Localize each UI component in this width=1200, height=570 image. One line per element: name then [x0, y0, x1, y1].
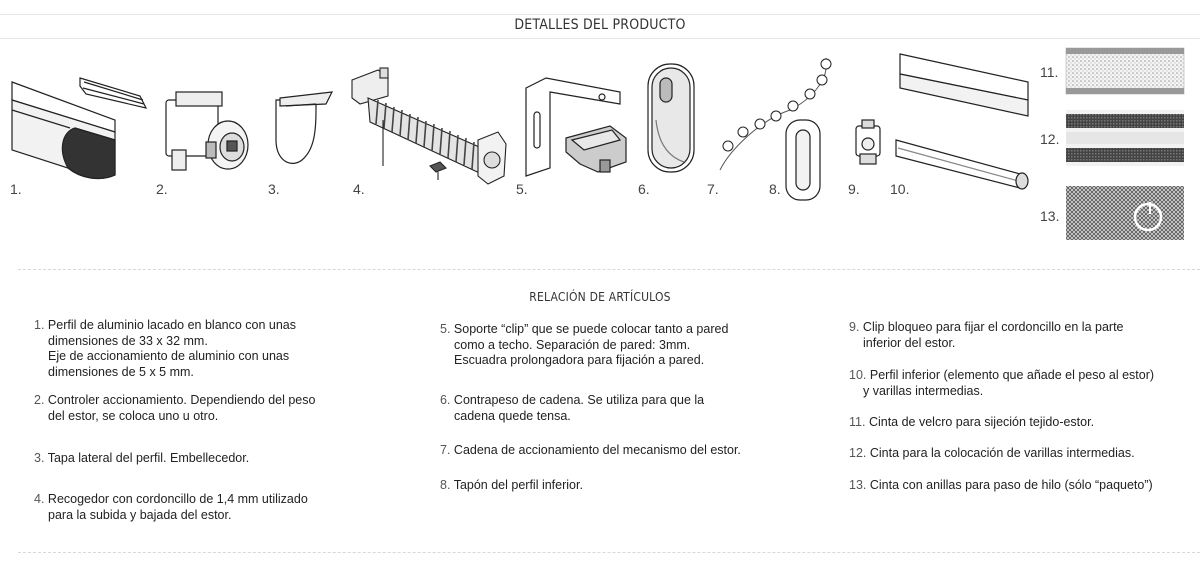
locking-clip-illustration: [856, 120, 880, 164]
illustration-label-7: 7.: [707, 181, 719, 197]
top-divider: [0, 14, 1200, 15]
swatch-label-12: 12.: [1040, 131, 1060, 147]
list-item: 5. Soporte “clip” que se puede colocar tanto a pared como a techo. Separación de pared: 3mm. Escuadra prolongadora para fijación a pared.: [440, 322, 729, 367]
bottom-profile-illustration: [896, 54, 1028, 189]
illustration-label-4: 4.: [353, 181, 365, 197]
rod-tape-swatch: [1066, 110, 1184, 166]
list-item: 4. Recogedor con cordoncillo de 1,4 mm utilizado para la subida y bajada del estor.: [34, 492, 308, 522]
list-item: 1. Perfil de aluminio lacado en blanco con unas dimensiones de 33 x 32 mm. Eje de accionamiento de aluminio con unas dimensiones de 5 x 5 mm.: [34, 318, 296, 379]
illustration-label-1: 1.: [10, 181, 22, 197]
title-divider: [0, 38, 1200, 39]
bottom-divider: [18, 552, 1200, 553]
list-item: 13. Cinta con anillas para paso de hilo (sólo “paqueto”): [849, 478, 1153, 492]
list-item: 3. Tapa lateral del perfil. Embellecedor.: [34, 451, 250, 465]
end-cap-illustration: [786, 120, 820, 200]
list-item: 2. Controler accionamiento. Dependiendo del peso del estor, se coloca uno u otro.: [34, 393, 316, 423]
swatch-label-11: 11.: [1040, 64, 1059, 80]
controller-illustration: [166, 92, 248, 170]
page-title: DETALLES DEL PRODUCTO: [514, 17, 686, 33]
velcro-swatch: [1066, 48, 1184, 94]
illustration-label-3: 3.: [268, 181, 280, 197]
clip-bracket-illustration: [526, 78, 626, 176]
product-illustrations: [0, 40, 1200, 240]
list-item: 8. Tapón del perfil inferior.: [440, 478, 583, 492]
list-item: 7. Cadena de accionamiento del mecanismo del estor.: [440, 443, 741, 457]
illustration-label-9: 9.: [848, 181, 860, 197]
cord-collector-illustration: [352, 68, 506, 184]
swatch-label-13: 13.: [1040, 208, 1060, 224]
illustration-label-5: 5.: [516, 181, 528, 197]
aluminium-profile-illustration: [12, 78, 146, 179]
list-item: 6. Contrapeso de cadena. Se utiliza para que la cadena quede tensa.: [440, 393, 705, 423]
section-title: RELACIÓN DE ARTÍCULOS: [529, 290, 671, 304]
section-divider: [18, 269, 1200, 270]
side-cap-illustration: [276, 92, 332, 163]
list-item: 10. Perfil inferior (elemento que añade el peso al estor) y varillas intermedias.: [849, 368, 1155, 398]
illustration-label-6: 6.: [638, 181, 650, 197]
list-item: 12. Cinta para la colocación de varillas intermedias.: [849, 446, 1135, 460]
illustration-label-10: 10.: [890, 181, 910, 197]
illustration-label-8: 8.: [769, 181, 781, 197]
illustration-label-2: 2.: [156, 181, 168, 197]
ring-tape-swatch: [1066, 186, 1184, 240]
chain-weight-illustration: [648, 64, 694, 172]
list-item: 9. Clip bloqueo para fijar el cordoncillo en la parte inferior del estor.: [849, 320, 1124, 350]
list-item: 11. Cinta de velcro para sijeción tejido-estor.: [849, 415, 1095, 429]
